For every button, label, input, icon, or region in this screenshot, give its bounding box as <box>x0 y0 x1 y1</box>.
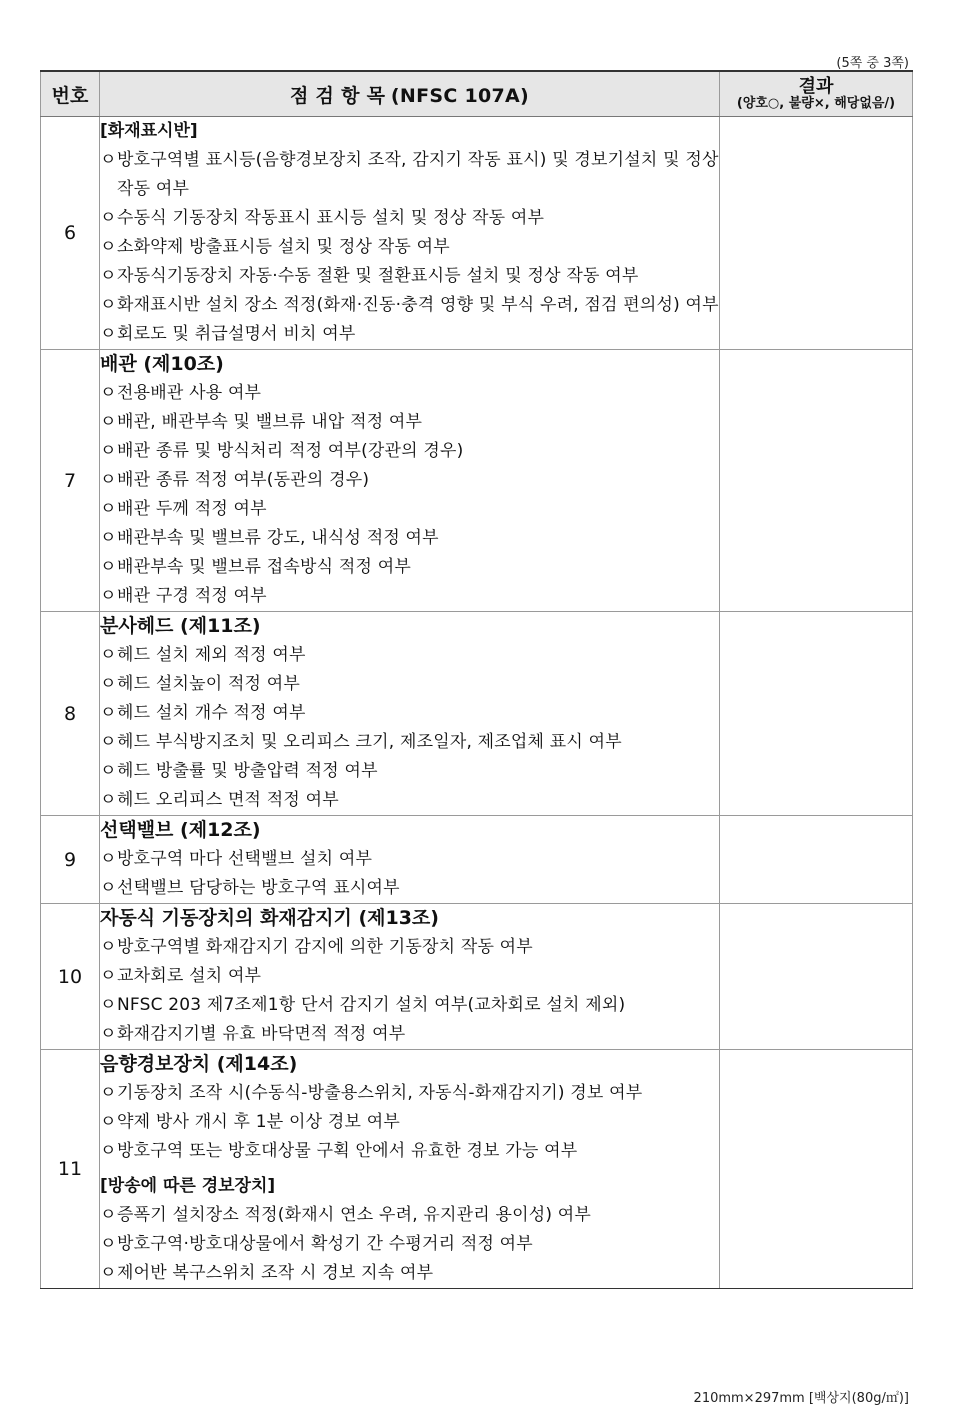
check-item-text: 헤드 설치 개수 적정 여부 <box>117 703 306 723</box>
result-cell[interactable] <box>720 117 913 350</box>
table-row <box>41 612 913 816</box>
check-item <box>100 320 719 349</box>
check-item <box>100 670 719 699</box>
check-item <box>100 466 719 495</box>
header-item-code: (NFSC 107A) <box>390 84 530 107</box>
check-item-text: 자동식기동장치 자동·수동 절환 및 절환표시등 설치 및 정상 작동 여부 <box>117 266 639 286</box>
table-row <box>41 117 913 350</box>
row-number: 8 <box>41 612 100 816</box>
row-content <box>100 1050 720 1289</box>
bullet-icon: ㅇ <box>100 1112 117 1132</box>
bullet-icon: ㅇ <box>100 499 117 519</box>
check-item-text: 제어반 복구스위치 조작 시 경보 지속 여부 <box>117 1263 434 1283</box>
subsection-title: [방송에 따른 경보장치] <box>100 1176 276 1196</box>
row-number: 11 <box>41 1050 100 1289</box>
bullet-icon: ㅇ <box>100 790 117 810</box>
bullet-icon: ㅇ <box>100 645 117 665</box>
row-content <box>100 904 720 1050</box>
table-header-row <box>41 71 913 117</box>
bullet-icon: ㅇ <box>100 761 117 781</box>
bullet-icon: ㅇ <box>100 237 117 257</box>
check-item-text: 배관 종류 적정 여부(동관의 경우) <box>117 470 370 490</box>
bullet-icon: ㅇ <box>100 995 117 1015</box>
result-cell[interactable] <box>720 904 913 1050</box>
bullet-icon: ㅇ <box>100 1083 117 1103</box>
result-cell[interactable] <box>720 612 913 816</box>
section-title: 자동식 기동장치의 화재감지기 (제13조) <box>100 907 439 929</box>
check-item <box>100 1137 719 1166</box>
row-number: 9 <box>41 816 100 904</box>
header-item <box>100 71 720 117</box>
bullet-icon: ㅇ <box>100 528 117 548</box>
check-item <box>100 641 719 670</box>
row-content <box>100 117 720 350</box>
check-item <box>100 233 719 262</box>
bullet-icon: ㅇ <box>100 441 117 461</box>
row-number: 10 <box>41 904 100 1050</box>
table-row <box>41 816 913 904</box>
check-item-text: 화재표시반 설치 장소 적정(화재·진동·충격 영향 및 부식 우려, 점검 편의성) 여부 <box>117 295 719 315</box>
row-content <box>100 612 720 816</box>
check-item <box>100 845 719 874</box>
paper-size-note: 210mm×297mm [백상지(80g/㎡)] <box>693 1391 909 1406</box>
check-item-text: 배관부속 및 밸브류 접속방식 적정 여부 <box>117 557 411 577</box>
header-result-legend: (양호○, 불량×, 해당없음/) <box>736 95 896 111</box>
result-cell[interactable] <box>720 350 913 612</box>
check-item-text: 회로도 및 취급설명서 비치 여부 <box>117 324 356 344</box>
check-item-text: 방호구역 마다 선택밸브 설치 여부 <box>117 849 373 869</box>
section-title: 배관 (제10조) <box>100 353 224 375</box>
bullet-icon: ㅇ <box>100 732 117 752</box>
bullet-icon: ㅇ <box>100 470 117 490</box>
check-item-text: 방호구역 또는 방호대상물 구획 안에서 유효한 경보 가능 여부 <box>117 1141 578 1161</box>
check-item-text: 화재감지기별 유효 바닥면적 적정 여부 <box>117 1024 406 1044</box>
check-item <box>100 962 719 991</box>
check-item-text: 소화약제 방출표시등 설치 및 정상 작동 여부 <box>117 237 450 257</box>
check-item-text: 헤드 부식방지조치 및 오리피스 크기, 제조일자, 제조업체 표시 여부 <box>117 732 622 752</box>
check-item-text: 방호구역·방호대상물에서 확성기 간 수평거리 적정 여부 <box>117 1234 533 1254</box>
bullet-icon: ㅇ <box>100 266 117 286</box>
section-title: 음향경보장치 (제14조) <box>100 1053 298 1075</box>
header-result <box>720 71 913 117</box>
header-no: 번호 <box>41 71 100 117</box>
bullet-icon: ㅇ <box>100 674 117 694</box>
bullet-icon: ㅇ <box>100 966 117 986</box>
check-item-text: 헤드 설치높이 적정 여부 <box>117 674 301 694</box>
check-item-text: NFSC 203 제7조제1항 단서 감지기 설치 여부(교차회로 설치 제외) <box>117 995 626 1015</box>
bullet-icon: ㅇ <box>100 1205 117 1225</box>
bullet-icon: ㅇ <box>100 557 117 577</box>
check-item <box>100 146 719 204</box>
bullet-icon: ㅇ <box>100 1234 117 1254</box>
check-item-text: 헤드 설치 제외 적정 여부 <box>117 645 306 665</box>
check-item <box>100 786 719 815</box>
section-title: [화재표시반] <box>100 121 198 141</box>
check-item <box>100 204 719 233</box>
check-item-text: 약제 방사 개시 후 1분 이상 경보 여부 <box>117 1112 400 1132</box>
header-item-label: 점 검 항 목 <box>289 84 386 107</box>
check-item-text: 헤드 방출률 및 방출압력 적정 여부 <box>117 761 378 781</box>
check-item <box>100 524 719 553</box>
bullet-icon: ㅇ <box>100 878 117 898</box>
bullet-icon: ㅇ <box>100 150 117 170</box>
bullet-icon: ㅇ <box>100 208 117 228</box>
bullet-icon: ㅇ <box>100 586 117 606</box>
check-item-text: 배관 종류 및 방식처리 적정 여부(강관의 경우) <box>117 441 464 461</box>
check-item <box>100 699 719 728</box>
check-item <box>100 291 719 320</box>
section-title: 분사헤드 (제11조) <box>100 615 261 637</box>
page-number: (5쪽 중 3쪽) <box>836 56 909 71</box>
check-item <box>100 757 719 786</box>
check-item-text: 배관, 배관부속 및 밸브류 내압 적정 여부 <box>117 412 423 432</box>
table-row <box>41 1050 913 1289</box>
bullet-icon: ㅇ <box>100 295 117 315</box>
check-item <box>100 408 719 437</box>
check-item <box>100 728 719 757</box>
check-item-text: 교차회로 설치 여부 <box>117 966 262 986</box>
row-number: 6 <box>41 117 100 350</box>
check-item-text: 전용배관 사용 여부 <box>117 383 262 403</box>
table-row <box>41 904 913 1050</box>
check-item-text: 배관 구경 적정 여부 <box>117 586 267 606</box>
check-item <box>100 379 719 408</box>
check-item <box>100 553 719 582</box>
bullet-icon: ㅇ <box>100 849 117 869</box>
row-content <box>100 350 720 612</box>
check-item-text: 방호구역별 화재감지기 감지에 의한 기동장치 작동 여부 <box>117 937 533 957</box>
row-number: 7 <box>41 350 100 612</box>
check-item <box>100 1079 719 1108</box>
section-title: 선택밸브 (제12조) <box>100 819 261 841</box>
check-item-text: 방호구역별 표시등(음향경보장치 조작, 감지기 작동 표시) 및 경보기설치 및 정상 작동 여부 <box>117 150 719 199</box>
check-item <box>100 1259 719 1288</box>
check-item <box>100 437 719 466</box>
check-item <box>100 1201 719 1230</box>
check-item <box>100 874 719 903</box>
check-item-text: 기동장치 조작 시(수동식-방출용스위치, 자동식-화재감지기) 경보 여부 <box>117 1083 643 1103</box>
check-item-text: 헤드 오리피스 면적 적정 여부 <box>117 790 339 810</box>
check-item <box>100 933 719 962</box>
bullet-icon: ㅇ <box>100 1141 117 1161</box>
check-item-text: 선택밸브 담당하는 방호구역 표시여부 <box>117 878 400 898</box>
check-item <box>100 1020 719 1049</box>
table-row <box>41 350 913 612</box>
check-item-text: 증폭기 설치장소 적정(화재시 연소 우려, 유지관리 용이성) 여부 <box>117 1205 592 1225</box>
row-content <box>100 816 720 904</box>
result-cell[interactable] <box>720 1050 913 1289</box>
header-result-label: 결과 <box>798 75 834 97</box>
check-item <box>100 1230 719 1259</box>
bullet-icon: ㅇ <box>100 324 117 344</box>
bullet-icon: ㅇ <box>100 1024 117 1044</box>
bullet-icon: ㅇ <box>100 383 117 403</box>
check-item <box>100 262 719 291</box>
bullet-icon: ㅇ <box>100 412 117 432</box>
check-item-text: 배관부속 및 밸브류 강도, 내식성 적정 여부 <box>117 528 439 548</box>
check-item <box>100 495 719 524</box>
bullet-icon: ㅇ <box>100 703 117 723</box>
bullet-icon: ㅇ <box>100 937 117 957</box>
check-item-text: 배관 두께 적정 여부 <box>117 499 267 519</box>
check-item <box>100 582 719 611</box>
bullet-icon: ㅇ <box>100 1263 117 1283</box>
inspection-checklist-table <box>40 70 913 1289</box>
check-item <box>100 1108 719 1137</box>
check-item <box>100 991 719 1020</box>
result-cell[interactable] <box>720 816 913 904</box>
check-item-text: 수동식 기동장치 작동표시 표시등 설치 및 정상 작동 여부 <box>117 208 545 228</box>
